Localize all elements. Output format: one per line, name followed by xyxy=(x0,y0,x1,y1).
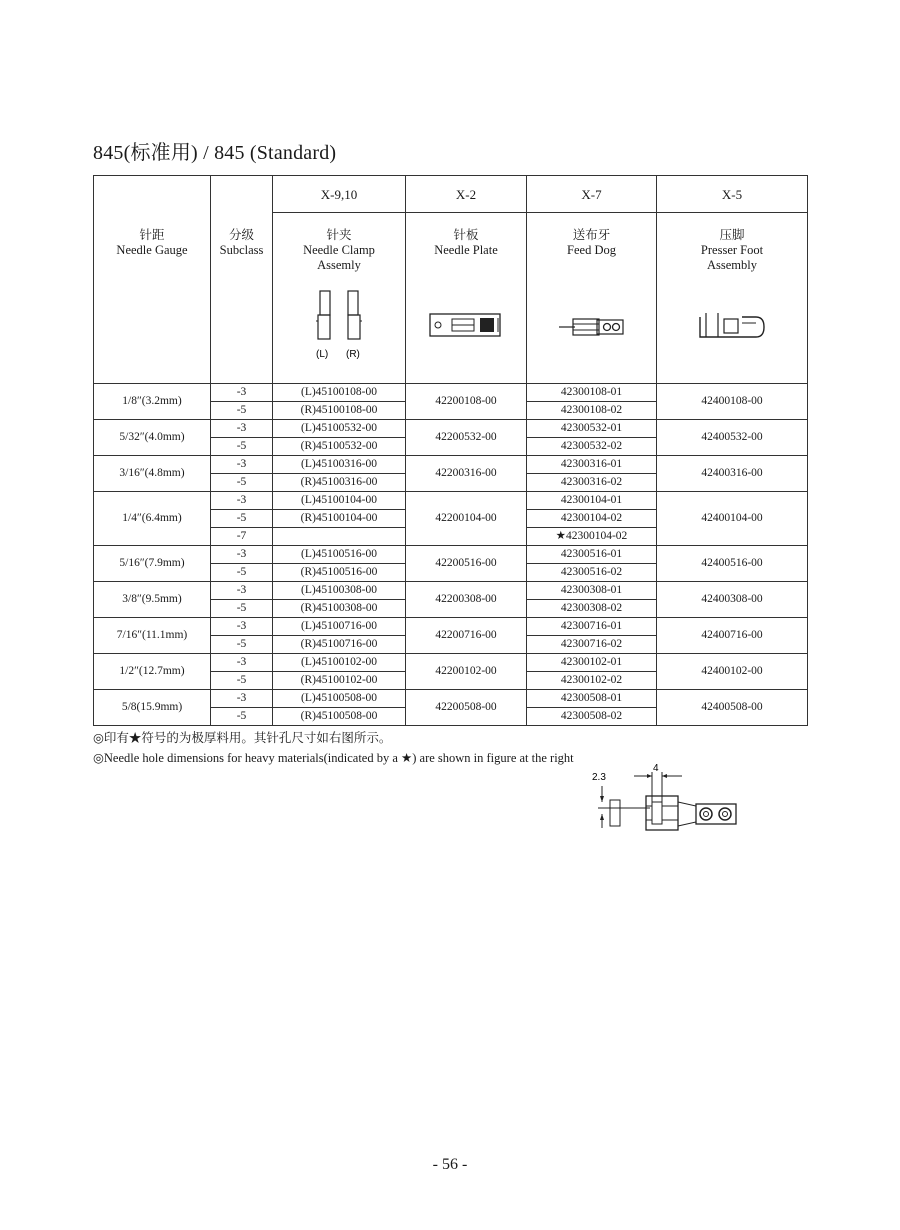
feed-dog-cell: 42300102-01 xyxy=(527,654,657,672)
header-needle-gauge xyxy=(94,176,211,384)
presser-foot-cell: 42400316-00 xyxy=(657,456,808,492)
presser-foot-diagram xyxy=(696,309,768,343)
clamp-label-r: (R) xyxy=(346,349,360,360)
table-row xyxy=(94,618,808,636)
needle-clamp-cell: (L)45100316-00 xyxy=(273,456,406,474)
feed-dog-cell: 42300108-02 xyxy=(527,402,657,420)
feed-dog-cell: 42300532-01 xyxy=(527,420,657,438)
needle-gauge-cell: 1/8″(3.2mm) xyxy=(94,384,211,420)
feed-dog-cell: 42300508-02 xyxy=(527,708,657,726)
needle-clamp-cell: (L)45100716-00 xyxy=(273,618,406,636)
parts-table xyxy=(93,175,808,726)
feed-dog-cell: 42300532-02 xyxy=(527,438,657,456)
header-subclass xyxy=(211,176,273,384)
presser-foot-cell: 42400716-00 xyxy=(657,618,808,654)
presser-foot-cell: 42400532-00 xyxy=(657,420,808,456)
presser-foot-cell: 42400108-00 xyxy=(657,384,808,420)
header-feed-dog xyxy=(527,213,657,384)
needle-plate-cell: 42200108-00 xyxy=(406,384,527,420)
header-presser-foot-cn: 压脚 xyxy=(719,228,745,242)
needle-clamp-cell: (R)45100308-00 xyxy=(273,600,406,618)
subclass-cell: -5 xyxy=(211,672,273,690)
feed-dog-cell: 42300516-02 xyxy=(527,564,657,582)
subclass-cell: -3 xyxy=(211,690,273,708)
note-cn: ◎印有★符号的为极厚料用。其针孔尺寸如右图所示。 xyxy=(93,731,392,745)
header-subclass-en: Subclass xyxy=(219,243,264,257)
table-row xyxy=(94,654,808,672)
needle-gauge-cell: 7/16″(11.1mm) xyxy=(94,618,211,654)
subclass-cell: -3 xyxy=(211,582,273,600)
subclass-cell: -5 xyxy=(211,474,273,492)
subclass-cell: -5 xyxy=(211,402,273,420)
needle-clamp-cell: (L)45100508-00 xyxy=(273,690,406,708)
needle-gauge-cell: 5/32″(4.0mm) xyxy=(94,420,211,456)
needle-plate-cell: 42200102-00 xyxy=(406,654,527,690)
needle-clamp-cell: (L)45100104-00 xyxy=(273,492,406,510)
feed-dog-cell: 42300716-01 xyxy=(527,618,657,636)
needle-plate-cell: 42200104-00 xyxy=(406,492,527,546)
header-code-plate: X-2 xyxy=(406,176,527,213)
needle-clamp-cell: (L)45100516-00 xyxy=(273,546,406,564)
page-number: - 56 - xyxy=(432,1156,468,1173)
header-presser-foot-en: Presser Foot Assembly xyxy=(700,243,764,272)
table-row xyxy=(94,456,808,474)
subclass-cell: -3 xyxy=(211,384,273,402)
feed-dog-diagram xyxy=(557,314,627,340)
dim-label-2-3: 2.3 xyxy=(592,772,606,783)
subclass-cell: -5 xyxy=(211,636,273,654)
table-row xyxy=(94,690,808,708)
needle-clamp-cell: (L)45100532-00 xyxy=(273,420,406,438)
presser-foot-cell: 42400102-00 xyxy=(657,654,808,690)
needle-clamp-cell xyxy=(273,528,406,546)
needle-hole-dimension-diagram xyxy=(590,762,750,837)
header-needle-gauge-cn: 针距 xyxy=(139,228,165,242)
subclass-cell: -3 xyxy=(211,456,273,474)
header-code-foot: X-5 xyxy=(657,176,808,213)
presser-foot-cell: 42400308-00 xyxy=(657,582,808,618)
subclass-cell: -3 xyxy=(211,618,273,636)
header-needle-plate-en: Needle Plate xyxy=(434,243,498,257)
feed-dog-cell: 42300316-01 xyxy=(527,456,657,474)
needle-gauge-cell: 3/16″(4.8mm) xyxy=(94,456,211,492)
feed-dog-cell: 42300104-02 xyxy=(527,510,657,528)
needle-clamp-cell: (L)45100308-00 xyxy=(273,582,406,600)
needle-clamp-cell: (R)45100532-00 xyxy=(273,438,406,456)
needle-plate-cell: 42200508-00 xyxy=(406,690,527,726)
subclass-cell: -5 xyxy=(211,438,273,456)
subclass-cell: -5 xyxy=(211,600,273,618)
page-title: 845(标准用) / 845 (Standard) xyxy=(93,142,337,164)
dim-label-4: 4 xyxy=(653,763,659,774)
feed-dog-cell: 42300716-02 xyxy=(527,636,657,654)
needle-clamp-cell: (R)45100104-00 xyxy=(273,510,406,528)
subclass-cell: -7 xyxy=(211,528,273,546)
presser-foot-cell: 42400508-00 xyxy=(657,690,808,726)
needle-clamp-cell: (L)45100108-00 xyxy=(273,384,406,402)
needle-gauge-cell: 3/8″(9.5mm) xyxy=(94,582,211,618)
feed-dog-cell: 42300316-02 xyxy=(527,474,657,492)
needle-plate-cell: 42200316-00 xyxy=(406,456,527,492)
table-row xyxy=(94,384,808,402)
feed-dog-cell: 42300108-01 xyxy=(527,384,657,402)
header-needle-plate xyxy=(406,213,527,384)
needle-gauge-cell: 1/2″(12.7mm) xyxy=(94,654,211,690)
subclass-cell: -3 xyxy=(211,420,273,438)
header-feed-dog-cn: 送布牙 xyxy=(572,228,611,242)
presser-foot-cell: 42400104-00 xyxy=(657,492,808,546)
needle-clamp-cell: (R)45100716-00 xyxy=(273,636,406,654)
header-row-codes xyxy=(94,176,808,213)
header-subclass-cn: 分级 xyxy=(228,228,254,242)
subclass-cell: -5 xyxy=(211,510,273,528)
presser-foot-cell: 42400516-00 xyxy=(657,546,808,582)
subclass-cell: -3 xyxy=(211,546,273,564)
feed-dog-cell: 42300104-01 xyxy=(527,492,657,510)
feed-dog-cell: ★42300104-02 xyxy=(527,528,657,546)
needle-clamp-cell: (R)45100316-00 xyxy=(273,474,406,492)
needle-clamp-cell: (L)45100102-00 xyxy=(273,654,406,672)
needle-gauge-cell: 1/4″(6.4mm) xyxy=(94,492,211,546)
needle-plate-cell: 42200308-00 xyxy=(406,582,527,618)
needle-gauge-cell: 5/8(15.9mm) xyxy=(94,690,211,726)
header-needle-gauge-en: Needle Gauge xyxy=(116,243,188,257)
table-row xyxy=(94,420,808,438)
table-row xyxy=(94,546,808,564)
feed-dog-cell: 42300102-02 xyxy=(527,672,657,690)
feed-dog-cell: 42300308-02 xyxy=(527,600,657,618)
subclass-cell: -3 xyxy=(211,492,273,510)
needle-plate-cell: 42200716-00 xyxy=(406,618,527,654)
needle-plate-cell: 42200516-00 xyxy=(406,546,527,582)
note-en: ◎Needle hole dimensions for heavy materials(indicated by a ★) are shown in figure at the right xyxy=(93,751,574,765)
header-needle-plate-cn: 针板 xyxy=(453,228,479,242)
header-code-clamp: X-9,10 xyxy=(273,176,406,213)
header-needle-clamp-en: Needle Clamp Assemly xyxy=(303,243,375,272)
table-row xyxy=(94,492,808,510)
notes xyxy=(93,728,574,772)
header-presser-foot xyxy=(657,213,808,384)
needle-clamp-cell: (R)45100508-00 xyxy=(273,708,406,726)
feed-dog-cell: 42300508-01 xyxy=(527,690,657,708)
table-row xyxy=(94,582,808,600)
needle-gauge-cell: 5/16″(7.9mm) xyxy=(94,546,211,582)
subclass-cell: -5 xyxy=(211,564,273,582)
header-code-feed: X-7 xyxy=(527,176,657,213)
subclass-cell: -5 xyxy=(211,708,273,726)
needle-plate-diagram xyxy=(428,310,504,340)
header-needle-clamp xyxy=(273,213,406,384)
feed-dog-cell: 42300308-01 xyxy=(527,582,657,600)
needle-plate-cell: 42200532-00 xyxy=(406,420,527,456)
feed-dog-cell: 42300516-01 xyxy=(527,546,657,564)
header-needle-clamp-cn: 针夹 xyxy=(326,228,352,242)
needle-clamp-diagram xyxy=(304,287,374,361)
subclass-cell: -3 xyxy=(211,654,273,672)
needle-clamp-cell: (R)45100108-00 xyxy=(273,402,406,420)
needle-clamp-cell: (R)45100516-00 xyxy=(273,564,406,582)
needle-clamp-cell: (R)45100102-00 xyxy=(273,672,406,690)
header-feed-dog-en: Feed Dog xyxy=(567,243,616,257)
clamp-label-l: (L) xyxy=(316,349,329,360)
